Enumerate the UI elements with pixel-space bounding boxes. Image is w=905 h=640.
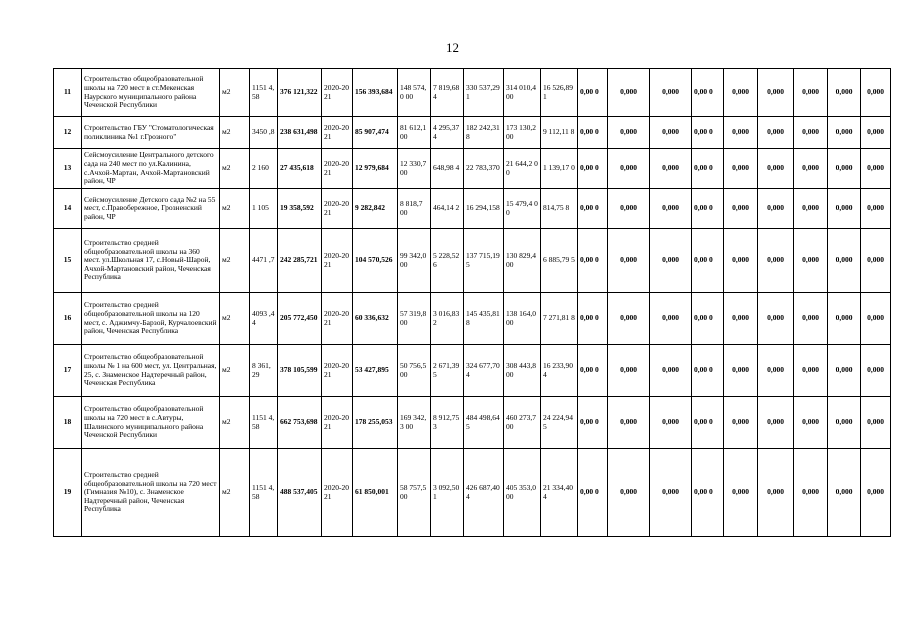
period-cell: 2020-2021 xyxy=(322,117,353,149)
cost-cell: 238 631,498 xyxy=(278,117,322,149)
zero-value-cell: 0,00 0 xyxy=(578,397,608,449)
zero-value-cell: 0,000 xyxy=(828,69,861,117)
v5-cell: 21 334,40 4 xyxy=(541,449,578,537)
row-number: 16 xyxy=(54,293,82,345)
zero-value-cell: 0,000 xyxy=(608,293,650,345)
zero-value-cell: 0,000 xyxy=(650,449,692,537)
period-cell: 2020-2021 xyxy=(322,189,353,229)
remain-cell: 61 850,001 xyxy=(353,449,398,537)
cost-cell: 488 537,405 xyxy=(278,449,322,537)
cap-cell: 1 105 xyxy=(250,189,278,229)
zero-value-cell: 0,000 xyxy=(828,117,861,149)
cost-cell: 662 753,698 xyxy=(278,397,322,449)
row-number: 14 xyxy=(54,189,82,229)
object-name: Строительство средней общеобразовательной школы на 720 мест (Гимназия №10), с. Знаменское Надтеречный район, Чеченская Республика xyxy=(82,449,220,537)
zero-value-cell: 0,000 xyxy=(758,189,794,229)
object-name: Строительство средней общеобразовательной школы на 120 мест, с. Аджимчу-Барзой, Курчалоевский район, Чеченская Республика xyxy=(82,293,220,345)
zero-value-cell: 0,000 xyxy=(828,397,861,449)
zero-value-cell: 0,000 xyxy=(724,345,758,397)
v3-cell: 324 677,704 xyxy=(464,345,504,397)
unit-cell: м2 xyxy=(220,229,250,293)
v1-cell: 12 330,7 00 xyxy=(398,149,431,189)
v3-cell: 16 294,158 xyxy=(464,189,504,229)
zero-value-cell: 0,000 xyxy=(861,397,891,449)
unit-cell: м2 xyxy=(220,345,250,397)
zero-value-cell: 0,000 xyxy=(758,397,794,449)
zero-value-cell: 0,00 0 xyxy=(578,229,608,293)
cost-cell: 376 121,322 xyxy=(278,69,322,117)
zero-value-cell: 0,000 xyxy=(724,189,758,229)
zero-value-cell: 0,000 xyxy=(861,293,891,345)
v3-cell: 330 537,291 xyxy=(464,69,504,117)
zero-value-cell: 0,000 xyxy=(861,149,891,189)
zero-value-cell: 0,000 xyxy=(758,117,794,149)
zero-value-cell: 0,000 xyxy=(758,345,794,397)
remain-cell: 85 907,474 xyxy=(353,117,398,149)
row-number: 18 xyxy=(54,397,82,449)
v2-cell: 7 819,68 4 xyxy=(431,69,464,117)
period-cell: 2020-2021 xyxy=(322,149,353,189)
period-cell: 2020-2021 xyxy=(322,449,353,537)
zero-value-cell: 0,000 xyxy=(794,149,828,189)
cost-cell: 19 358,592 xyxy=(278,189,322,229)
zero-value-cell: 0,000 xyxy=(828,449,861,537)
object-name: Строительство общеобразовательной школы на 720 мест в ст.Мекенская Наурского муниципального района Чеченской Республики xyxy=(82,69,220,117)
zero-value-cell: 0,000 xyxy=(794,189,828,229)
v3-cell: 484 498,645 xyxy=(464,397,504,449)
zero-value-cell: 0,000 xyxy=(650,345,692,397)
zero-value-cell: 0,000 xyxy=(608,69,650,117)
remain-cell: 53 427,895 xyxy=(353,345,398,397)
table-row xyxy=(54,189,891,229)
zero-value-cell: 0,00 0 xyxy=(692,293,724,345)
v4-cell: 15 479,4 00 xyxy=(504,189,541,229)
zero-value-cell: 0,000 xyxy=(724,149,758,189)
cost-cell: 27 435,618 xyxy=(278,149,322,189)
table-row xyxy=(54,229,891,293)
zero-value-cell: 0,000 xyxy=(724,449,758,537)
zero-value-cell: 0,00 0 xyxy=(578,189,608,229)
zero-value-cell: 0,000 xyxy=(650,149,692,189)
cap-cell: 3450 ,8 xyxy=(250,117,278,149)
zero-value-cell: 0,000 xyxy=(861,189,891,229)
v4-cell: 314 010,4 00 xyxy=(504,69,541,117)
zero-value-cell: 0,000 xyxy=(608,229,650,293)
object-name: Сейсмоусиление Детского сада №2 на 55 мест, с.Правобережное, Грозненский район, ЧР xyxy=(82,189,220,229)
zero-value-cell: 0,00 0 xyxy=(692,229,724,293)
v1-cell: 148 574,0 00 xyxy=(398,69,431,117)
v2-cell: 3 092,50 1 xyxy=(431,449,464,537)
cost-cell: 378 105,599 xyxy=(278,345,322,397)
table-row xyxy=(54,69,891,117)
v2-cell: 5 228,52 6 xyxy=(431,229,464,293)
v1-cell: 99 342,0 00 xyxy=(398,229,431,293)
zero-value-cell: 0,00 0 xyxy=(692,345,724,397)
v4-cell: 308 443,8 00 xyxy=(504,345,541,397)
v4-cell: 138 164,0 00 xyxy=(504,293,541,345)
zero-value-cell: 0,000 xyxy=(758,149,794,189)
zero-value-cell: 0,000 xyxy=(608,397,650,449)
v2-cell: 2 671,39 5 xyxy=(431,345,464,397)
zero-value-cell: 0,00 0 xyxy=(692,149,724,189)
zero-value-cell: 0,000 xyxy=(724,397,758,449)
v1-cell: 81 612,1 00 xyxy=(398,117,431,149)
v1-cell: 8 818,7 00 xyxy=(398,189,431,229)
v5-cell: 24 224,94 5 xyxy=(541,397,578,449)
v5-cell: 7 271,81 8 xyxy=(541,293,578,345)
table-row xyxy=(54,117,891,149)
zero-value-cell: 0,000 xyxy=(650,69,692,117)
object-name: Строительство общеобразовательной школы № 1 на 600 мест, ул. Центральная, 25, с. Знаменское Надтеречный район, Чеченская Республика xyxy=(82,345,220,397)
unit-cell: м2 xyxy=(220,149,250,189)
zero-value-cell: 0,000 xyxy=(794,117,828,149)
unit-cell: м2 xyxy=(220,293,250,345)
zero-value-cell: 0,000 xyxy=(650,293,692,345)
table-row xyxy=(54,397,891,449)
v3-cell: 137 715,195 xyxy=(464,229,504,293)
v5-cell: 6 885,79 5 xyxy=(541,229,578,293)
period-cell: 2020-2021 xyxy=(322,397,353,449)
v1-cell: 50 756,5 00 xyxy=(398,345,431,397)
object-name: Строительство общеобразовательной школы на 720 мест в с.Автуры, Шалинского муниципального района Чеченской Республики xyxy=(82,397,220,449)
zero-value-cell: 0,000 xyxy=(794,293,828,345)
zero-value-cell: 0,000 xyxy=(608,345,650,397)
remain-cell: 60 336,632 xyxy=(353,293,398,345)
v4-cell: 173 130,2 00 xyxy=(504,117,541,149)
remain-cell: 12 979,684 xyxy=(353,149,398,189)
cap-cell: 8 361, 29 xyxy=(250,345,278,397)
zero-value-cell: 0,000 xyxy=(794,397,828,449)
row-number: 11 xyxy=(54,69,82,117)
cost-cell: 205 772,450 xyxy=(278,293,322,345)
table-row xyxy=(54,293,891,345)
row-number: 12 xyxy=(54,117,82,149)
v5-cell: 814,75 8 xyxy=(541,189,578,229)
table-row xyxy=(54,345,891,397)
zero-value-cell: 0,000 xyxy=(861,345,891,397)
cap-cell: 1151 4,58 xyxy=(250,449,278,537)
v3-cell: 182 242,318 xyxy=(464,117,504,149)
zero-value-cell: 0,00 0 xyxy=(578,345,608,397)
zero-value-cell: 0,000 xyxy=(828,189,861,229)
cap-cell: 1151 4,58 xyxy=(250,69,278,117)
zero-value-cell: 0,000 xyxy=(794,229,828,293)
zero-value-cell: 0,000 xyxy=(828,345,861,397)
zero-value-cell: 0,000 xyxy=(650,229,692,293)
v1-cell: 58 757,5 00 xyxy=(398,449,431,537)
v4-cell: 405 353,0 00 xyxy=(504,449,541,537)
zero-value-cell: 0,000 xyxy=(724,69,758,117)
table-row xyxy=(54,449,891,537)
zero-value-cell: 0,000 xyxy=(758,293,794,345)
v5-cell: 9 112,11 8 xyxy=(541,117,578,149)
remain-cell: 178 255,053 xyxy=(353,397,398,449)
zero-value-cell: 0,000 xyxy=(861,117,891,149)
zero-value-cell: 0,00 0 xyxy=(578,69,608,117)
zero-value-cell: 0,000 xyxy=(724,293,758,345)
object-name: Строительство ГБУ "Стоматологическая поликлиника №1 г.Грозного" xyxy=(82,117,220,149)
v4-cell: 130 829,4 00 xyxy=(504,229,541,293)
zero-value-cell: 0,000 xyxy=(650,117,692,149)
zero-value-cell: 0,000 xyxy=(758,229,794,293)
object-name: Сейсмоусиление Центрального детского сада на 240 мест по ул.Калинина, с.Ачхой-Мартан, Ачхой-Мартановский район, ЧР xyxy=(82,149,220,189)
zero-value-cell: 0,000 xyxy=(724,117,758,149)
zero-value-cell: 0,00 0 xyxy=(692,117,724,149)
zero-value-cell: 0,000 xyxy=(608,189,650,229)
zero-value-cell: 0,00 0 xyxy=(692,449,724,537)
v1-cell: 57 319,8 00 xyxy=(398,293,431,345)
v4-cell: 21 644,2 00 xyxy=(504,149,541,189)
cost-cell: 242 285,721 xyxy=(278,229,322,293)
v2-cell: 648,98 4 xyxy=(431,149,464,189)
row-number: 17 xyxy=(54,345,82,397)
zero-value-cell: 0,000 xyxy=(608,117,650,149)
remain-cell: 156 393,684 xyxy=(353,69,398,117)
remain-cell: 9 282,842 xyxy=(353,189,398,229)
unit-cell: м2 xyxy=(220,69,250,117)
zero-value-cell: 0,000 xyxy=(758,69,794,117)
zero-value-cell: 0,000 xyxy=(794,345,828,397)
zero-value-cell: 0,00 0 xyxy=(578,449,608,537)
cap-cell: 1151 4,58 xyxy=(250,397,278,449)
zero-value-cell: 0,000 xyxy=(724,229,758,293)
v2-cell: 464,14 2 xyxy=(431,189,464,229)
period-cell: 2020-2021 xyxy=(322,345,353,397)
zero-value-cell: 0,000 xyxy=(828,229,861,293)
zero-value-cell: 0,00 0 xyxy=(578,117,608,149)
v5-cell: 16 526,89 1 xyxy=(541,69,578,117)
zero-value-cell: 0,000 xyxy=(794,449,828,537)
zero-value-cell: 0,000 xyxy=(828,293,861,345)
page-number: 12 xyxy=(446,40,459,55)
cap-cell: 2 160 xyxy=(250,149,278,189)
table-row xyxy=(54,149,891,189)
v4-cell: 460 273,7 00 xyxy=(504,397,541,449)
unit-cell: м2 xyxy=(220,449,250,537)
zero-value-cell: 0,000 xyxy=(861,449,891,537)
zero-value-cell: 0,000 xyxy=(861,69,891,117)
v2-cell: 8 912,75 3 xyxy=(431,397,464,449)
cap-cell: 4471 ,7 xyxy=(250,229,278,293)
v1-cell: 169 342,3 00 xyxy=(398,397,431,449)
row-number: 15 xyxy=(54,229,82,293)
zero-value-cell: 0,000 xyxy=(828,149,861,189)
v5-cell: 16 233,90 4 xyxy=(541,345,578,397)
zero-value-cell: 0,000 xyxy=(794,69,828,117)
v5-cell: 1 139,17 0 xyxy=(541,149,578,189)
unit-cell: м2 xyxy=(220,189,250,229)
v2-cell: 4 295,37 4 xyxy=(431,117,464,149)
row-number: 13 xyxy=(54,149,82,189)
zero-value-cell: 0,000 xyxy=(608,449,650,537)
zero-value-cell: 0,00 0 xyxy=(578,293,608,345)
row-number: 19 xyxy=(54,449,82,537)
zero-value-cell: 0,000 xyxy=(758,449,794,537)
zero-value-cell: 0,000 xyxy=(608,149,650,189)
cap-cell: 4093 ,44 xyxy=(250,293,278,345)
period-cell: 2020-2021 xyxy=(322,69,353,117)
zero-value-cell: 0,00 0 xyxy=(692,397,724,449)
remain-cell: 104 570,526 xyxy=(353,229,398,293)
zero-value-cell: 0,00 0 xyxy=(578,149,608,189)
v2-cell: 3 016,83 2 xyxy=(431,293,464,345)
zero-value-cell: 0,000 xyxy=(861,229,891,293)
unit-cell: м2 xyxy=(220,397,250,449)
period-cell: 2020-2021 xyxy=(322,229,353,293)
zero-value-cell: 0,00 0 xyxy=(692,69,724,117)
projects-table xyxy=(53,68,891,537)
v3-cell: 22 783,370 xyxy=(464,149,504,189)
v3-cell: 426 687,404 xyxy=(464,449,504,537)
zero-value-cell: 0,000 xyxy=(650,189,692,229)
zero-value-cell: 0,00 0 xyxy=(692,189,724,229)
zero-value-cell: 0,000 xyxy=(650,397,692,449)
period-cell: 2020-2021 xyxy=(322,293,353,345)
unit-cell: м2 xyxy=(220,117,250,149)
object-name: Строительство средней общеобразовательной школы на 360 мест. ул.Школьная 17, с.Новый-Шарой, Ачхой-Мартановский район, Чеченская Республика xyxy=(82,229,220,293)
v3-cell: 145 435,818 xyxy=(464,293,504,345)
